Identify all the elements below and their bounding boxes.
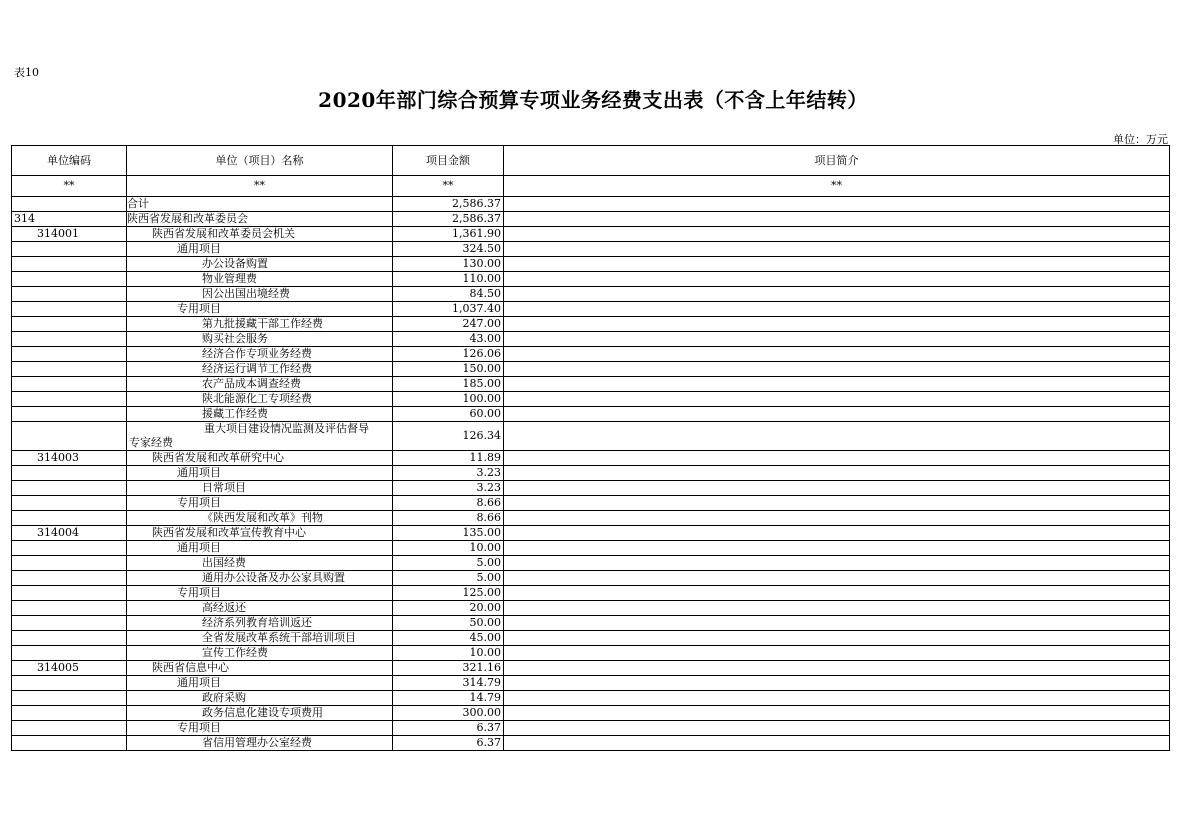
table-row <box>12 317 1170 332</box>
amount-cell: 125.00 <box>393 586 504 601</box>
unit-code-cell: 314005 <box>12 661 127 676</box>
unit-code-cell <box>12 616 127 631</box>
unit-name-line: 重大项目建设情况监测及评估督导 <box>204 422 369 435</box>
unit-name-cell: 通用项目 <box>127 541 393 556</box>
table-row <box>12 526 1170 541</box>
unit-code-cell <box>12 736 127 751</box>
unit-code-cell <box>12 631 127 646</box>
description-cell <box>504 481 1170 496</box>
description-cell <box>504 302 1170 317</box>
description-cell <box>504 526 1170 541</box>
description-cell <box>504 631 1170 646</box>
unit-code-cell: 314001 <box>12 227 127 242</box>
amount-cell: 321.16 <box>393 661 504 676</box>
description-cell <box>504 571 1170 586</box>
unit-name-cell: 陕西省发展和改革宣传教育中心 <box>127 526 393 541</box>
table-row <box>12 332 1170 347</box>
unit-code-cell <box>12 317 127 332</box>
unit-name-cell: 陕西省信息中心 <box>127 661 393 676</box>
table-row <box>12 272 1170 287</box>
unit-name-cell: 日常项目 <box>127 481 393 496</box>
unit-name-cell: 通用项目 <box>127 676 393 691</box>
description-cell <box>504 601 1170 616</box>
unit-code-cell <box>12 422 127 451</box>
header-amount: 项目金额 <box>393 146 504 176</box>
header-unit-code: 单位编码 <box>12 146 127 176</box>
table-body <box>12 197 1170 751</box>
header-row <box>12 146 1170 176</box>
unit-label: 单位：万元 <box>1113 133 1168 146</box>
unit-name-cell: 通用办公设备及办公家具购置 <box>127 571 393 586</box>
description-cell <box>504 676 1170 691</box>
unit-code-cell <box>12 601 127 616</box>
description-cell <box>504 257 1170 272</box>
description-cell <box>504 332 1170 347</box>
table-row <box>12 496 1170 511</box>
amount-cell: 84.50 <box>393 287 504 302</box>
description-cell <box>504 197 1170 212</box>
unit-name-cell: 经济运行调节工作经费 <box>127 362 393 377</box>
description-cell <box>504 586 1170 601</box>
description-cell <box>504 407 1170 422</box>
amount-cell: 1,037.40 <box>393 302 504 317</box>
header-unit-name: 单位（项目）名称 <box>127 146 393 176</box>
description-cell <box>504 661 1170 676</box>
amount-cell: 2,586.37 <box>393 212 504 227</box>
unit-name-cell: 陕北能源化工专项经费 <box>127 392 393 407</box>
amount-cell: 130.00 <box>393 257 504 272</box>
table-row <box>12 601 1170 616</box>
amount-cell: 300.00 <box>393 706 504 721</box>
table-row <box>12 661 1170 676</box>
table-row <box>12 706 1170 721</box>
description-cell <box>504 317 1170 332</box>
unit-code-cell <box>12 556 127 571</box>
amount-cell: 6.37 <box>393 736 504 751</box>
table-row <box>12 556 1170 571</box>
amount-cell: 135.00 <box>393 526 504 541</box>
table-row <box>12 511 1170 526</box>
description-cell <box>504 392 1170 407</box>
unit-name-cell: 通用项目 <box>127 466 393 481</box>
table-row <box>12 451 1170 466</box>
table-row <box>12 227 1170 242</box>
description-cell <box>504 616 1170 631</box>
unit-code-cell <box>12 272 127 287</box>
unit-name-cell: 陕西省发展和改革研究中心 <box>127 451 393 466</box>
amount-cell: 10.00 <box>393 541 504 556</box>
description-cell <box>504 287 1170 302</box>
unit-code-cell <box>12 332 127 347</box>
amount-cell: 8.66 <box>393 511 504 526</box>
table-number: 表10 <box>14 66 39 79</box>
unit-code-cell <box>12 706 127 721</box>
table-row <box>12 586 1170 601</box>
unit-code-cell <box>12 287 127 302</box>
unit-code-cell <box>12 541 127 556</box>
amount-cell: 110.00 <box>393 272 504 287</box>
unit-code-cell <box>12 676 127 691</box>
unit-name-cell: 专用项目 <box>127 302 393 317</box>
unit-name-cell: 农产品成本调查经费 <box>127 377 393 392</box>
unit-name-cell: 通用项目 <box>127 242 393 257</box>
unit-name-cell: 专用项目 <box>127 586 393 601</box>
unit-name-cell: 经济合作专项业务经费 <box>127 347 393 362</box>
amount-cell: 1,361.90 <box>393 227 504 242</box>
table-row <box>12 212 1170 227</box>
table-row <box>12 691 1170 706</box>
unit-name-cell: 高经返还 <box>127 601 393 616</box>
unit-code-cell <box>12 466 127 481</box>
unit-code-cell: 314 <box>12 212 127 227</box>
amount-cell: 324.50 <box>393 242 504 257</box>
unit-code-cell <box>12 197 127 212</box>
unit-name-cell: 援藏工作经费 <box>127 407 393 422</box>
unit-name-cell: 办公设备购置 <box>127 257 393 272</box>
unit-code-cell <box>12 646 127 661</box>
table-row <box>12 287 1170 302</box>
unit-name-cell: 全省发展改革系统干部培训项目 <box>127 631 393 646</box>
description-cell <box>504 511 1170 526</box>
unit-code-cell <box>12 242 127 257</box>
table-row <box>12 407 1170 422</box>
description-cell <box>504 736 1170 751</box>
unit-code-cell <box>12 721 127 736</box>
table-row <box>12 616 1170 631</box>
table-row <box>12 302 1170 317</box>
table-row <box>12 257 1170 272</box>
amount-cell: 45.00 <box>393 631 504 646</box>
description-cell <box>504 422 1170 451</box>
table-row <box>12 347 1170 362</box>
star-cell: ** <box>504 176 1170 197</box>
amount-cell: 314.79 <box>393 676 504 691</box>
table-row <box>12 377 1170 392</box>
unit-name-cell: 陕西省发展和改革委员会机关 <box>127 227 393 242</box>
amount-cell: 10.00 <box>393 646 504 661</box>
amount-cell: 11.89 <box>393 451 504 466</box>
unit-code-cell <box>12 571 127 586</box>
unit-code-cell <box>12 302 127 317</box>
description-cell <box>504 466 1170 481</box>
table-row <box>12 736 1170 751</box>
amount-cell: 20.00 <box>393 601 504 616</box>
unit-code-cell <box>12 377 127 392</box>
description-cell <box>504 496 1170 511</box>
table-row <box>12 422 1170 451</box>
table-row <box>12 481 1170 496</box>
star-cell: ** <box>127 176 393 197</box>
table-row <box>12 571 1170 586</box>
unit-name-cell <box>127 422 393 451</box>
unit-code-cell <box>12 496 127 511</box>
amount-cell: 126.34 <box>393 422 504 451</box>
unit-name-cell: 宣传工作经费 <box>127 646 393 661</box>
description-cell <box>504 646 1170 661</box>
unit-name-cell: 专用项目 <box>127 721 393 736</box>
unit-code-cell <box>12 257 127 272</box>
description-cell <box>504 362 1170 377</box>
amount-cell: 60.00 <box>393 407 504 422</box>
unit-name-cell: 政务信息化建设专项费用 <box>127 706 393 721</box>
amount-cell: 5.00 <box>393 571 504 586</box>
unit-name-cell: 因公出国出境经费 <box>127 287 393 302</box>
header-description: 项目简介 <box>504 146 1170 176</box>
unit-name-cell: 出国经费 <box>127 556 393 571</box>
description-cell <box>504 227 1170 242</box>
unit-name-cell: 经济系列教育培训返还 <box>127 616 393 631</box>
unit-code-cell <box>12 362 127 377</box>
table-row <box>12 646 1170 661</box>
table-row <box>12 631 1170 646</box>
budget-table <box>11 145 1170 751</box>
amount-cell: 247.00 <box>393 317 504 332</box>
unit-code-cell: 314004 <box>12 526 127 541</box>
unit-code-cell <box>12 392 127 407</box>
amount-cell: 6.37 <box>393 721 504 736</box>
unit-name-cell: 物业管理费 <box>127 272 393 287</box>
table-row <box>12 721 1170 736</box>
star-cell: ** <box>12 176 127 197</box>
amount-cell: 100.00 <box>393 392 504 407</box>
amount-cell: 185.00 <box>393 377 504 392</box>
table-row <box>12 197 1170 212</box>
unit-name-cell: 《陕西发展和改革》刊物 <box>127 511 393 526</box>
star-row <box>12 176 1170 197</box>
amount-cell: 3.23 <box>393 481 504 496</box>
description-cell <box>504 347 1170 362</box>
unit-name-cell: 省信用管理办公室经费 <box>127 736 393 751</box>
unit-name-cell: 购买社会服务 <box>127 332 393 347</box>
unit-name-cell: 政府采购 <box>127 691 393 706</box>
table-row <box>12 541 1170 556</box>
amount-cell: 3.23 <box>393 466 504 481</box>
table-row <box>12 392 1170 407</box>
unit-name-cell: 合计 <box>127 197 393 212</box>
amount-cell: 43.00 <box>393 332 504 347</box>
star-cell: ** <box>393 176 504 197</box>
amount-cell: 126.06 <box>393 347 504 362</box>
description-cell <box>504 242 1170 257</box>
unit-code-cell <box>12 407 127 422</box>
amount-cell: 2,586.37 <box>393 197 504 212</box>
description-cell <box>504 706 1170 721</box>
unit-name-line: 专家经费 <box>129 436 173 449</box>
unit-code-cell <box>12 347 127 362</box>
amount-cell: 14.79 <box>393 691 504 706</box>
description-cell <box>504 556 1170 571</box>
table-row <box>12 242 1170 257</box>
description-cell <box>504 691 1170 706</box>
description-cell <box>504 721 1170 736</box>
unit-code-cell <box>12 511 127 526</box>
description-cell <box>504 451 1170 466</box>
amount-cell: 150.00 <box>393 362 504 377</box>
unit-code-cell: 314003 <box>12 451 127 466</box>
table-row <box>12 676 1170 691</box>
description-cell <box>504 272 1170 287</box>
description-cell <box>504 377 1170 392</box>
table-row <box>12 362 1170 377</box>
description-cell <box>504 541 1170 556</box>
table-row <box>12 466 1170 481</box>
unit-code-cell <box>12 691 127 706</box>
amount-cell: 5.00 <box>393 556 504 571</box>
unit-name-cell: 陕西省发展和改革委员会 <box>127 212 393 227</box>
page-title: 2020年部门综合预算专项业务经费支出表（不含上年结转） <box>318 88 868 112</box>
amount-cell: 50.00 <box>393 616 504 631</box>
unit-name-cell: 第九批援藏干部工作经费 <box>127 317 393 332</box>
unit-code-cell <box>12 586 127 601</box>
unit-name-cell: 专用项目 <box>127 496 393 511</box>
description-cell <box>504 212 1170 227</box>
amount-cell: 8.66 <box>393 496 504 511</box>
unit-code-cell <box>12 481 127 496</box>
